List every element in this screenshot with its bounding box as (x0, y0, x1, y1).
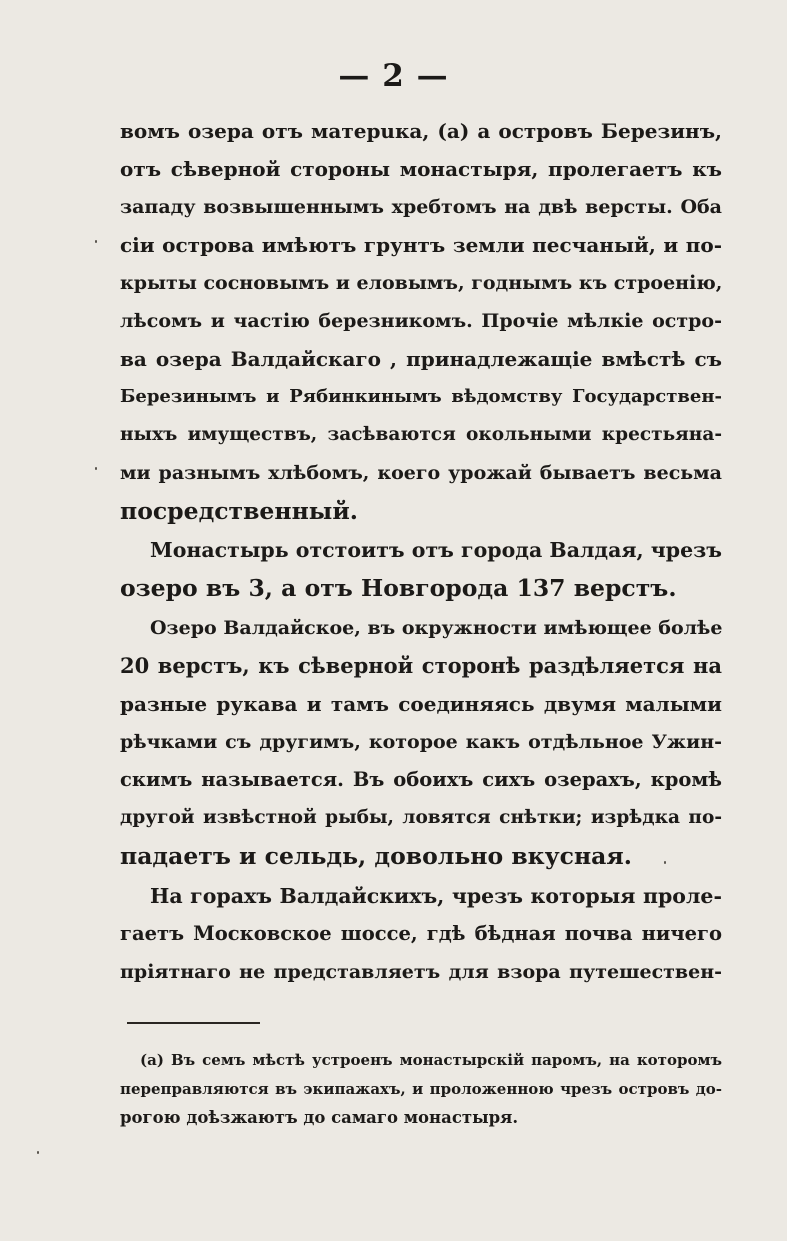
text-line: лѣсомъ и частію березникомъ. Прочіе мѣлкіе остро- (120, 310, 722, 332)
page-number: — 2 — (338, 58, 449, 94)
text-line: ныхъ имуществъ, засѣваются окольными крестьяна- (120, 424, 722, 445)
text-line: Березинымъ и Рябинкинымъ вѣдомству Государствен- (120, 386, 722, 407)
text-line: Монастырь отстоитъ отъ города Валдая, чрезъ (150, 538, 722, 562)
text-line: падаетъ и сельдь, довольно вкусная. (120, 842, 632, 870)
paper-speck (95, 240, 97, 243)
paper-speck (95, 467, 97, 470)
text-line: сіи острова имѣютъ грунтъ земли песчаный, и по- (120, 233, 722, 257)
footnote-divider (127, 1022, 260, 1024)
footnote-line: переправляются въ экипажахъ, и проложенною чрезъ островъ до- (120, 1080, 722, 1098)
text-line: ва озера Валдайскаго , принадлежащіе вмѣстѣ съ (120, 347, 722, 371)
paper-speck (37, 1151, 39, 1154)
text-line: пріятнаго не представляетъ для взора путешествен- (120, 961, 722, 983)
text-line: гаетъ Московское шоссе, гдѣ бѣдная почва ничего (120, 922, 722, 945)
text-line: другой извѣстной рыбы, ловятся снѣтки; изрѣдка по- (120, 807, 722, 828)
paper-speck (664, 861, 666, 864)
text-line: ми разнымъ хлѣбомъ, коего урожай бываетъ весьма (120, 462, 722, 484)
text-line: Озеро Валдайское, въ окружности имѣющее болѣе (150, 617, 722, 639)
footnote-line: (а) Въ семъ мѣстѣ устроенъ монастырскій паромъ, на которомъ (140, 1051, 722, 1069)
text-line: 20 верстъ, къ сѣверной сторонѣ раздѣляется на (120, 653, 722, 678)
text-line: западу возвышеннымъ хребтомъ на двѣ версты. Оба (120, 196, 722, 218)
text-line: На горахъ Валдайскихъ, чрезъ которыя проле- (150, 884, 722, 908)
text-line: рѣчками съ другимъ, которое какъ отдѣльное Ужин- (120, 731, 722, 753)
text-line: озеро въ 3, а отъ Новгорода 137 верстъ. (120, 574, 677, 602)
text-line: разные рукава и тамъ соединяясь двумя малыми (120, 692, 722, 716)
footnote-line: рогою доѣзжаютъ до самаго монастыря. (120, 1108, 519, 1127)
text-line: крыты сосновымъ и еловымъ, годнымъ къ строенію, (120, 272, 722, 294)
text-line: скимъ называется. Въ обоихъ сихъ озерахъ, кромѣ (120, 768, 722, 791)
text-line: отъ сѣверной стороны монастыря, пролегаетъ къ (120, 157, 722, 181)
text-line: посредственный. (120, 497, 358, 525)
text-line: вомъ озера отъ матерuка, (а) а островъ Березинъ, (120, 119, 722, 143)
